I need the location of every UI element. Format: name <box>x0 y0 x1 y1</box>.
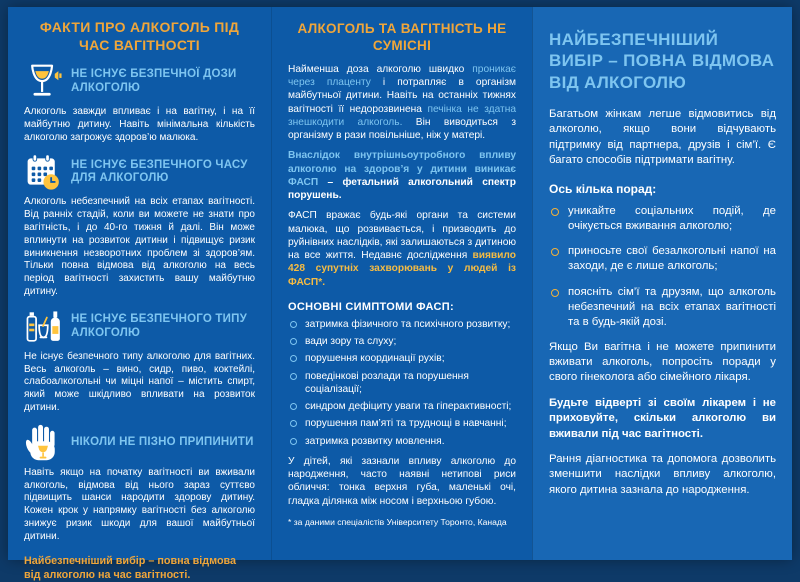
fact-body: Навіть якщо на початку вагітності ви вживали алкоголь, відмова від нього зараз суттєво підвищить шанси народити здорову дитину. Кожен крок у напрямку вагітності без алкоголю знижує ризик шкоди для вашої майбутньої дитини. <box>24 466 255 542</box>
symptom-item: синдром дефіциту уваги та гіперактивності; <box>288 400 516 413</box>
symptom-item: поведінкові розлади та порушення соціалізації; <box>288 370 516 397</box>
paragraph-early-diagnosis: Рання діагностика та допомога дозволить зменшити наслідки впливу алкоголю, якого дитина зазнала до народження. <box>549 452 776 496</box>
panel-safest-choice <box>532 7 792 560</box>
fact-body: Алкоголь небезпечний на всіх етапах вагітності. Від ранніх стадій, коли ви можете не знати про вагітність, і до 40-го тижня й далі. Він може вплинути на розвиток дитини і підвищує ризик виникнення незворотних проблем зі здоров’ям. Тільки повна відмова від алкоголю на весь період вагітності захистить вашу майбутню дитину. <box>24 196 255 297</box>
fact-body: Не існує безпечного типу алкоголю для вагітних. Весь алкоголь – вино, сидр, пиво, коктейлі, слабоалкогольні чи міцні напої – містить спирт, який може шкідливо впливати на розвиток дитини. <box>24 350 255 413</box>
safest-choice-title: НАЙБЕЗПЕЧНІШИЙ ВИБІР – ПОВНА ВІДМОВА ВІД АЛКОГОЛЮ <box>549 30 775 92</box>
fact-section-dose <box>24 62 255 144</box>
facts-footer-statement: Найбезпечніший вибір – повна відмова від алкоголю на час вагітності. <box>24 554 237 581</box>
panel-incompatible <box>271 7 532 560</box>
tips-list <box>549 204 776 329</box>
fact-head <box>24 62 255 102</box>
fact-head <box>24 423 255 463</box>
fact-heading: НЕ ІСНУЄ БЕЗПЕЧНОГО ТИПУ АЛКОГОЛЮ <box>71 312 247 339</box>
stop-hand-icon <box>24 423 62 463</box>
paragraph-fasd-research: ФАСП вражає будь-які органи та системи малюка, що розвивається, і призводить до руйнівних наслідків, які залишаються з дитиною на все життя. Недавнє дослідження виявило 428 супутніх захворювань у людей із ФАСП*. <box>288 210 516 288</box>
fact-heading: НЕ ІСНУЄ БЕЗПЕЧНОЇ ДОЗИ АЛКОГОЛЮ <box>71 68 237 94</box>
brochure <box>8 7 792 581</box>
fact-heading: НЕ ІСНУЄ БЕЗПЕЧНОГО ЧАСУ ДЛЯ АЛКОГОЛЮ <box>71 158 248 185</box>
fact-section-time <box>24 152 255 298</box>
symptom-item: порушення пам’яті та труднощі в навчанні; <box>288 417 516 430</box>
tip-item: поясніть сім’ї та друзям, що алкоголь небезпечний на всіх етапах вагітності та в будь-якій дозі. <box>549 285 776 330</box>
fact-section-stop <box>24 423 255 544</box>
symptom-item: затримка розвитку мовлення. <box>288 435 516 448</box>
symptom-item: вади зору та слуху; <box>288 335 516 348</box>
paragraph-ask-doctor: Якщо Ви вагітна і не можете припинити вживати алкоголь, попросіть поради у свого гінеколога або сімейного лікаря. <box>549 340 776 384</box>
paragraph-fasd-definition: Внаслідок внутрішньоутробного впливу алкоголю на здоров’я у дитини виникає ФАСП – фетальний алкогольний спектр порушень. <box>288 150 516 201</box>
wine-glass-icon <box>24 62 62 102</box>
calendar-clock-icon <box>24 152 62 192</box>
paragraph-support: Багатьом жінкам легше відмовитись від алкоголю, якщо вони відчувають підтримку від партнера, друзів і сім’ї. Є багато способів підтримати вагітну. <box>549 107 776 166</box>
fact-head <box>24 307 255 347</box>
fact-heading: НІКОЛИ НЕ ПІЗНО ПРИПИНИТИ <box>71 435 254 448</box>
paragraph-placenta: Найменша доза алкоголю швидко проникає через плаценту і потрапляє в організм майбутньої дитини. Навіть на останніх тижнях вагітності її недорозвинена печінка не здатна знешкодити алкоголь. Він виводиться з організму в рази повільніше, ніж у матері. <box>288 63 516 141</box>
paragraph-be-honest: Будьте відверті зі своїм лікарем і не приховуйте, скільки алкоголю ви вживали під час вагітності. <box>549 396 776 440</box>
tip-item: приносьте свої безалкогольні напої на заходи, де є лише алкоголь; <box>549 244 776 274</box>
tips-heading: Ось кілька порад: <box>549 182 657 197</box>
paragraph-facial-features: У дітей, які зазнали впливу алкоголю до народження, часто наявні нетипові риси обличчя: тонка верхня губа, маленькі очі, гладка ділянка між носом і верхньою губою. <box>288 455 516 507</box>
bottles-icon <box>24 307 62 347</box>
facts-title: ФАКТИ ПРО АЛКОГОЛЬ ПІД ЧАС ВАГІТНОСТІ <box>39 19 240 53</box>
symptom-item: порушення координації рухів; <box>288 352 516 365</box>
tip-item: уникайте соціальних подій, де очікується вживання алкоголю; <box>549 204 776 234</box>
fact-section-type <box>24 307 255 415</box>
symptoms-list <box>288 318 516 448</box>
symptom-item: затримка фізичного та психічного розвитку; <box>288 318 516 331</box>
panel-facts <box>8 7 271 581</box>
symptoms-heading: ОСНОВНІ СИМПТОМИ ФАСП: <box>288 300 454 313</box>
incompatible-title: АЛКОГОЛЬ ТА ВАГІТНІСТЬ НЕ СУМІСНІ <box>297 21 507 53</box>
footnote-source: * за даними спеціалістів Університету Торонто, Канада <box>288 516 507 527</box>
fact-head <box>24 152 255 192</box>
fact-body: Алкоголь завжди впливає і на вагітну, і на її майбутню дитину. Навіть мінімальна кількість алкоголю загрожує здоров’ю малюка. <box>24 106 255 143</box>
